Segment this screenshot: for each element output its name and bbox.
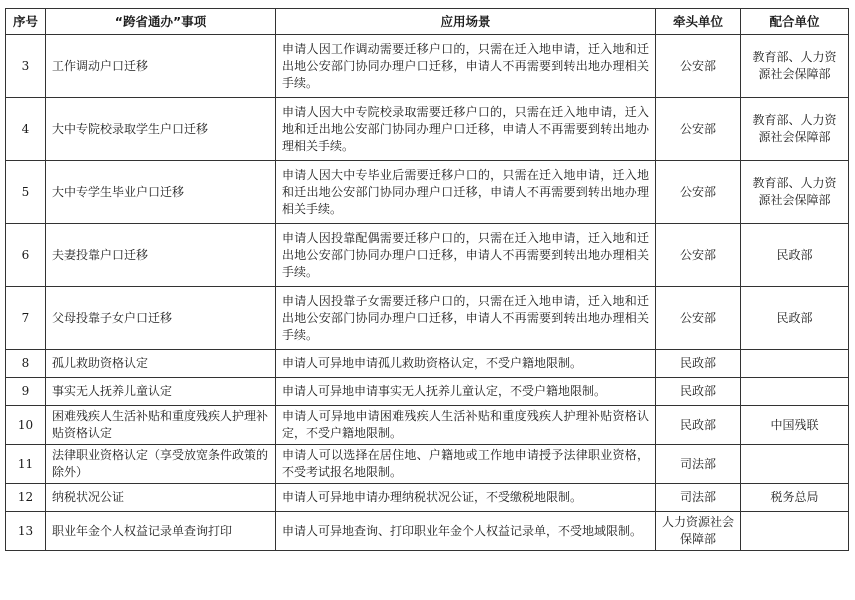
cell-no: 11 — [6, 445, 46, 484]
services-table — [5, 8, 849, 551]
cell-no: 7 — [6, 287, 46, 350]
table-row — [6, 161, 849, 224]
header-coop: 配合单位 — [741, 9, 849, 35]
cell-no: 5 — [6, 161, 46, 224]
cell-item: 法律职业资格认定（享受放宽条件政策的除外） — [46, 445, 276, 484]
cell-scenario: 申请人可异地申请困难残疾人生活补贴和重度残疾人护理补贴资格认定，不受户籍地限制。 — [276, 406, 656, 445]
cell-no: 12 — [6, 484, 46, 512]
cell-item: 工作调动户口迁移 — [46, 35, 276, 98]
cell-scenario: 申请人因投靠子女需要迁移户口的，只需在迁入地申请，迁入地和迁出地公安部门协同办理户口迁移，申请人不再需要到转出地办理相关手续。 — [276, 287, 656, 350]
cell-lead: 民政部 — [656, 378, 741, 406]
cell-coop: 教育部、人力资源社会保障部 — [741, 35, 849, 98]
cell-lead: 民政部 — [656, 350, 741, 378]
cell-no: 4 — [6, 98, 46, 161]
header-row — [6, 9, 849, 35]
table-row — [6, 98, 849, 161]
cell-no: 8 — [6, 350, 46, 378]
cell-lead: 公安部 — [656, 224, 741, 287]
cell-coop: 民政部 — [741, 287, 849, 350]
cell-coop: 税务总局 — [741, 484, 849, 512]
cell-item: 纳税状况公证 — [46, 484, 276, 512]
cell-item: 孤儿救助资格认定 — [46, 350, 276, 378]
cell-coop — [741, 445, 849, 484]
cell-scenario: 申请人可异地申请事实无人抚养儿童认定，不受户籍地限制。 — [276, 378, 656, 406]
cell-lead: 司法部 — [656, 445, 741, 484]
header-item: “跨省通办”事项 — [46, 9, 276, 35]
cell-scenario: 申请人因大中专院校录取需要迁移户口的，只需在迁入地申请，迁入地和迁出地公安部门协同办理户口迁移，申请人不再需要到转出地办理相关手续。 — [276, 98, 656, 161]
cell-item: 夫妻投靠户口迁移 — [46, 224, 276, 287]
cell-item: 大中专学生毕业户口迁移 — [46, 161, 276, 224]
cell-item: 事实无人抚养儿童认定 — [46, 378, 276, 406]
cell-no: 9 — [6, 378, 46, 406]
header-no: 序号 — [6, 9, 46, 35]
cell-scenario: 申请人因工作调动需要迁移户口的，只需在迁入地申请，迁入地和迁出地公安部门协同办理户口迁移，申请人不再需要到转出地办理相关手续。 — [276, 35, 656, 98]
cell-lead: 公安部 — [656, 98, 741, 161]
cell-coop: 民政部 — [741, 224, 849, 287]
cell-coop: 中国残联 — [741, 406, 849, 445]
table-row — [6, 35, 849, 98]
cell-item: 职业年金个人权益记录单查询打印 — [46, 512, 276, 551]
header-scenario: 应用场景 — [276, 9, 656, 35]
table-row — [6, 484, 849, 512]
cell-lead: 公安部 — [656, 287, 741, 350]
header-lead: 牵头单位 — [656, 9, 741, 35]
cell-scenario: 申请人因投靠配偶需要迁移户口的，只需在迁入地申请，迁入地和迁出地公安部门协同办理户口迁移，申请人不再需要到转出地办理相关手续。 — [276, 224, 656, 287]
cell-scenario: 申请人因大中专毕业后需要迁移户口的，只需在迁入地申请，迁入地和迁出地公安部门协同办理户口迁移，申请人不再需要到转出地办理相关手续。 — [276, 161, 656, 224]
cell-lead: 人力资源社会保障部 — [656, 512, 741, 551]
table-row — [6, 406, 849, 445]
table-row — [6, 512, 849, 551]
cell-coop — [741, 512, 849, 551]
cell-no: 10 — [6, 406, 46, 445]
table-row — [6, 445, 849, 484]
table-row — [6, 378, 849, 406]
cell-lead: 民政部 — [656, 406, 741, 445]
cell-item: 父母投靠子女户口迁移 — [46, 287, 276, 350]
cell-scenario: 申请人可异地申请办理纳税状况公证，不受缴税地限制。 — [276, 484, 656, 512]
cell-no: 3 — [6, 35, 46, 98]
cell-coop — [741, 350, 849, 378]
cell-coop: 教育部、人力资源社会保障部 — [741, 161, 849, 224]
cell-scenario: 申请人可异地查询、打印职业年金个人权益记录单，不受地域限制。 — [276, 512, 656, 551]
cell-no: 6 — [6, 224, 46, 287]
cell-lead: 公安部 — [656, 35, 741, 98]
cell-no: 13 — [6, 512, 46, 551]
cell-coop — [741, 378, 849, 406]
cell-scenario: 申请人可异地申请孤儿救助资格认定，不受户籍地限制。 — [276, 350, 656, 378]
cell-item: 大中专院校录取学生户口迁移 — [46, 98, 276, 161]
cell-coop: 教育部、人力资源社会保障部 — [741, 98, 849, 161]
table-row — [6, 350, 849, 378]
cell-lead: 公安部 — [656, 161, 741, 224]
cell-scenario: 申请人可以选择在居住地、户籍地或工作地申请授予法律职业资格，不受考试报名地限制。 — [276, 445, 656, 484]
cell-item: 困难残疾人生活补贴和重度残疾人护理补贴资格认定 — [46, 406, 276, 445]
table-row — [6, 287, 849, 350]
cell-lead: 司法部 — [656, 484, 741, 512]
table-row — [6, 224, 849, 287]
